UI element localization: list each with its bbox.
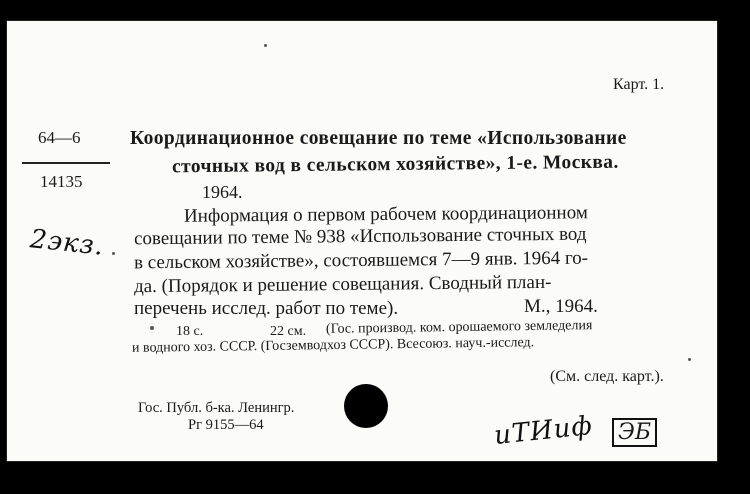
library-line-2: Рг 9155—64 — [188, 417, 264, 433]
shelf-mark-top: 64—6 — [38, 128, 81, 147]
handwritten-signature: иТИиф — [492, 410, 595, 452]
speck — [150, 326, 154, 330]
shelf-mark-bottom: 14135 — [40, 172, 83, 191]
body-line-1: Информация о первом рабочем координационном — [183, 202, 588, 227]
body-line-2: совещании по теме № 938 «Использование сточных вод — [133, 223, 587, 250]
ink-stamp — [344, 384, 388, 428]
body-place-year: М., 1964. — [524, 296, 598, 317]
speck — [688, 358, 691, 361]
publisher-line-1: (Гос. производ. ком. орошаемого земледелия — [325, 318, 593, 337]
body-line-4: да. (Порядок и решение совещания. Сводный план- — [133, 271, 552, 298]
heading-line-2: сточных вод в сельском хозяйстве», 1-е. Москва. — [171, 151, 619, 178]
card-number: Карт. 1. — [613, 76, 665, 93]
body-line-5: перечень исслед. работ по теме). — [134, 298, 399, 319]
shelf-mark-divider — [22, 162, 110, 164]
heading-line-3: 1964. — [202, 182, 243, 202]
handwritten-boxed-mark: ЭБ — [612, 418, 657, 447]
size: 22 см. — [270, 324, 307, 339]
heading-line-1: Координационное совещание по теме «Использование — [130, 128, 627, 149]
speck — [264, 44, 267, 47]
handwritten-copies: 2экз. — [28, 224, 106, 262]
publisher-line-2: и водного хоз. СССР. (Госземводхоз СССР). Всесоюз. науч.-исслед. — [131, 335, 535, 356]
catalog-card — [6, 20, 718, 462]
see-next-card: (См. след. карт.). — [550, 368, 664, 385]
library-line-1: Гос. Публ. б-ка. Ленингр. — [138, 400, 295, 416]
pages: 18 с. — [176, 324, 204, 339]
speck — [112, 252, 115, 255]
body-line-3: в сельском хозяйстве», состоявшемся 7—9 янв. 1964 го- — [133, 247, 589, 274]
